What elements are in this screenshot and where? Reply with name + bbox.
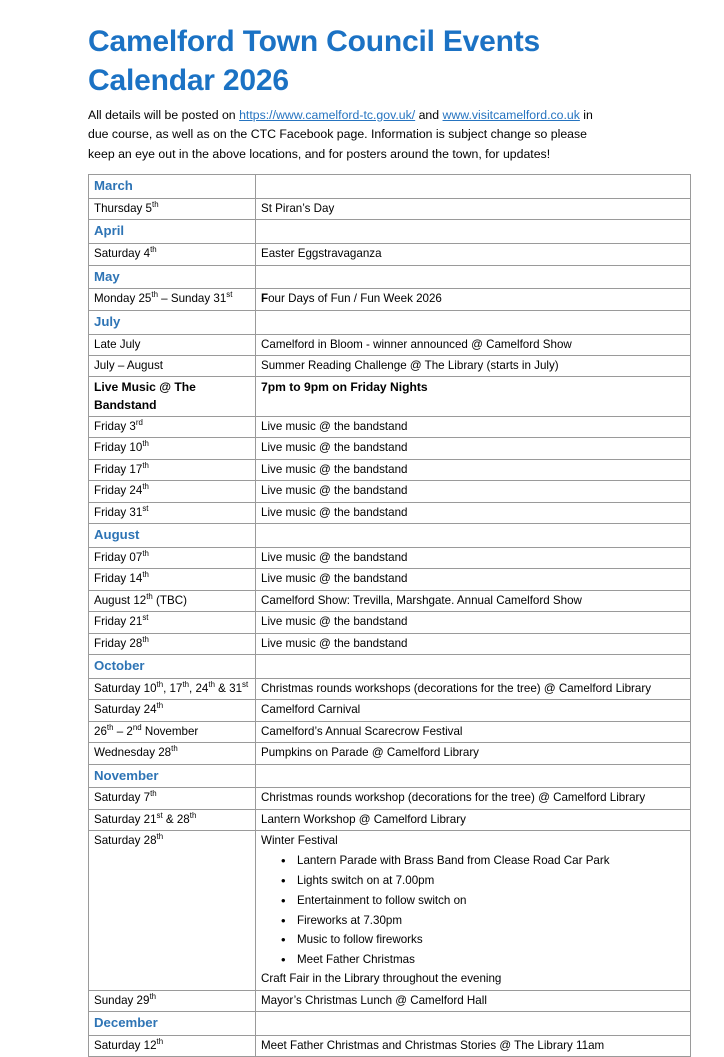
month-header-row [89,764,691,788]
event-date-cell: Saturday 21st & 28th [89,809,256,830]
list-item: • Entertainment to follow switch on [297,891,685,911]
event-date-cell: August 12th (TBC) [89,590,256,611]
list-item: • Meet Father Christmas [297,950,685,970]
month-header-row [89,220,691,244]
event-date-cell: Late July [89,334,256,355]
event-description-cell [256,524,691,548]
month-header-row [89,655,691,679]
month-header-row [89,265,691,289]
event-description-cell: Live music @ the bandstand [256,502,691,523]
event-date-cell: Friday 31st [89,502,256,523]
month-name-cell: December [89,1012,256,1036]
event-description-cell: Pumpkins on Parade @ Camelford Library [256,743,691,764]
table-row [89,356,691,377]
event-description-cell: Live music @ the bandstand [256,481,691,502]
event-description-cell: Live music @ the bandstand [256,459,691,480]
event-date-cell: Sunday 29th [89,990,256,1011]
event-description-cell: Mayor’s Christmas Lunch @ Camelford Hall [256,990,691,1011]
month-name-cell: March [89,175,256,199]
month-header-row [89,175,691,199]
list-item: • Lights switch on at 7.00pm [297,871,685,891]
table-row [89,612,691,633]
event-date-cell: Saturday 10th, 17th, 24th & 31st [89,678,256,699]
month-name-cell: August [89,524,256,548]
event-date-cell: Friday 3rd [89,416,256,437]
table-row [89,590,691,611]
event-description-cell: Easter Eggstravaganza [256,244,691,265]
intro-text-part3: in due course, as well as on the CTC Facebook page. Information is subject change so please keep an eye out in the above locations, and for posters around the town, for updates! [88,108,593,161]
month-header-row [89,524,691,548]
table-row [89,1035,691,1056]
document-content [88,22,692,1057]
events-table-body [89,175,691,1057]
visit-camelford-link[interactable]: www.visitcamelford.co.uk [442,108,580,122]
table-row [89,721,691,742]
event-description-cell [256,265,691,289]
table-row [89,743,691,764]
event-description-cell [256,764,691,788]
intro-text-part1: All details will be posted on [88,108,240,122]
intro-text-part2: and [415,108,443,122]
table-row [89,334,691,355]
table-row [89,199,691,220]
event-date-cell: Friday 21st [89,612,256,633]
table-row [89,416,691,437]
month-name-cell: July [89,310,256,334]
list-item: • Music to follow fireworks [297,930,685,950]
month-name-cell: November [89,764,256,788]
event-description-cell: Summer Reading Challenge @ The Library (starts in July) [256,356,691,377]
event-date-cell: Thursday 5th [89,199,256,220]
page-title: Camelford Town Council Events Calendar 2026 [88,25,541,97]
event-description-cell [256,655,691,679]
event-date-cell: July – August [89,356,256,377]
table-row [89,547,691,568]
month-name-cell: October [89,655,256,679]
table-row [89,289,691,310]
event-date-cell: Friday 28th [89,633,256,654]
intro-paragraph [88,106,608,164]
event-date-cell: Saturday 28th [89,831,256,991]
table-row [89,990,691,1011]
event-description-cell [256,310,691,334]
event-description-cell: St Piran’s Day [256,199,691,220]
event-description-cell: Live music @ the bandstand [256,438,691,459]
event-description-cell: Camelford in Bloom - winner announced @ Camelford Show [256,334,691,355]
council-website-link[interactable]: https://www.camelford-tc.gov.uk/ [239,108,416,122]
event-description-cell: Live music @ the bandstand [256,633,691,654]
event-description-cell: Camelford Carnival [256,700,691,721]
event-description-cell: 7pm to 9pm on Friday Nights [256,377,691,416]
table-row [89,502,691,523]
month-name-cell: April [89,220,256,244]
event-date-cell: Live Music @ The Bandstand [89,377,256,416]
event-date-cell: Friday 07th [89,547,256,568]
table-row [89,569,691,590]
table-row [89,788,691,809]
table-row [89,678,691,699]
section-header-row [89,377,691,416]
month-name-cell: May [89,265,256,289]
event-description-cell: Lantern Workshop @ Camelford Library [256,809,691,830]
table-row [89,809,691,830]
craft-fair-note: Craft Fair in the Library throughout the evening [261,972,502,986]
event-description-cell: Meet Father Christmas and Christmas Stories @ The Library 11am [256,1035,691,1056]
event-description-cell: Live music @ the bandstand [256,569,691,590]
event-description-cell: Four Days of Fun / Fun Week 2026 [256,289,691,310]
event-description-cell: Live music @ the bandstand [256,612,691,633]
table-row [89,438,691,459]
event-date-cell: Friday 17th [89,459,256,480]
event-date-cell: Friday 24th [89,481,256,502]
event-date-cell: Saturday 4th [89,244,256,265]
event-description-cell: Winter Festival • Lantern Parade with Brass Band from Clease Road Car Park • Lights switch on at 7.00pm • Entertainment to follow switch on • Fireworks at 7.30pm • Music to follow fireworks • Meet Father Christmas Craft Fair in the Library throughout the evening [256,831,691,991]
list-item: • Lantern Parade with Brass Band from Clease Road Car Park [297,851,685,871]
event-description-cell: Christmas rounds workshops (decorations for the tree) @ Camelford Library [256,678,691,699]
table-row [89,481,691,502]
event-date-cell: Saturday 24th [89,700,256,721]
event-date-cell: Saturday 12th [89,1035,256,1056]
event-description-cell: Live music @ the bandstand [256,416,691,437]
event-description-cell: Live music @ the bandstand [256,547,691,568]
event-description-cell: Camelford’s Annual Scarecrow Festival [256,721,691,742]
event-date-cell: 26th – 2nd November [89,721,256,742]
event-date-cell: Wednesday 28th [89,743,256,764]
table-row [89,459,691,480]
list-item: • Fireworks at 7.30pm [297,911,685,931]
event-description-cell: Christmas rounds workshop (decorations for the tree) @ Camelford Library [256,788,691,809]
table-row [89,831,691,991]
event-date-cell: Saturday 7th [89,788,256,809]
winter-festival-bullet-list [261,851,685,971]
event-date-cell: Monday 25th – Sunday 31st [89,289,256,310]
event-description-cell [256,220,691,244]
table-row [89,633,691,654]
event-description-cell [256,175,691,199]
event-description-cell: Camelford Show: Trevilla, Marshgate. Annual Camelford Show [256,590,691,611]
month-header-row [89,310,691,334]
events-calendar-table [88,174,691,1057]
table-row [89,244,691,265]
event-date-cell: Friday 14th [89,569,256,590]
table-row [89,700,691,721]
event-date-cell: Friday 10th [89,438,256,459]
